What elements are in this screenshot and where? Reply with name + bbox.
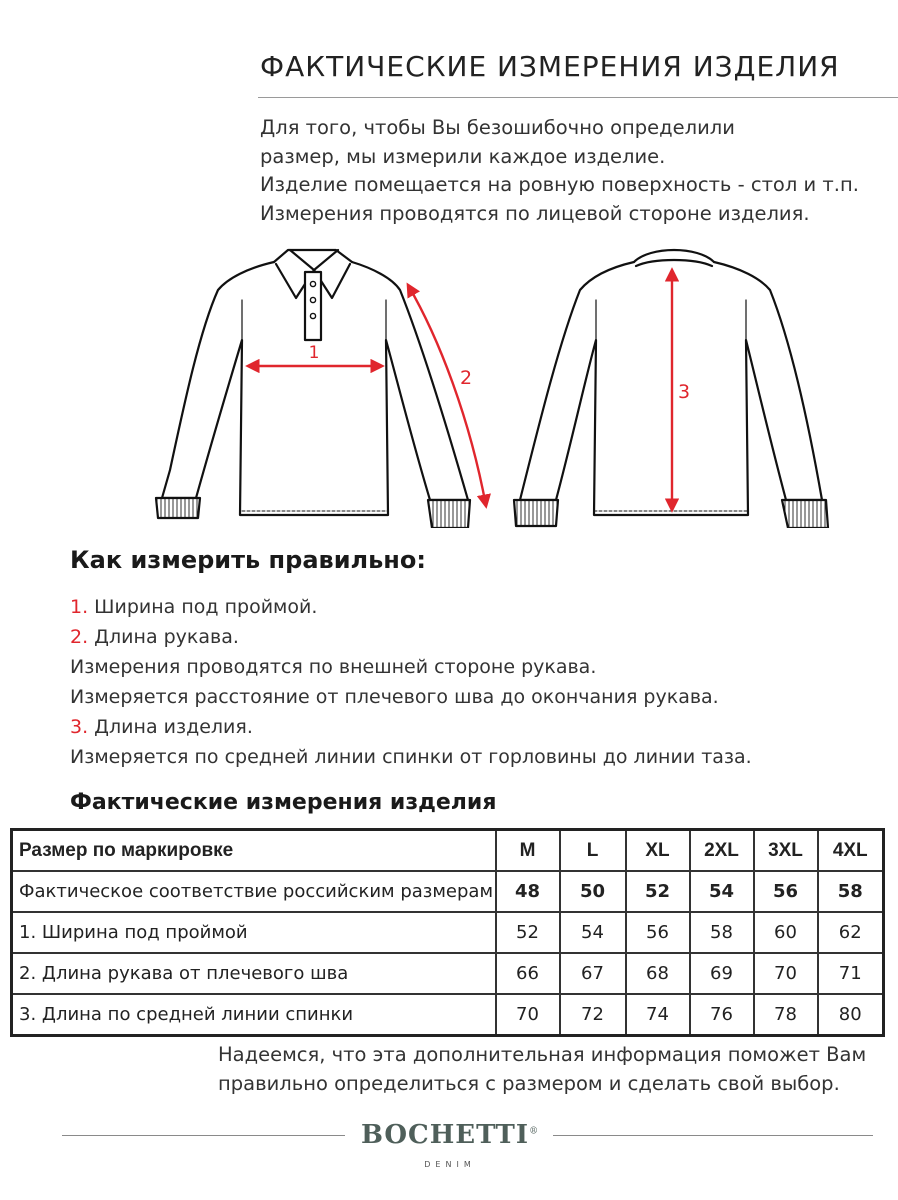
value-cell: 58 [818, 871, 884, 912]
intro-line: Для того, чтобы Вы безошибочно определили [260, 116, 735, 139]
value-cell: 80 [818, 994, 884, 1036]
item-text: Длина изделия. [88, 716, 253, 738]
how-to-item-3 [70, 712, 752, 742]
brand-logo [300, 1120, 600, 1150]
table-header-row [12, 830, 884, 872]
size-cell: 2XL [690, 830, 754, 872]
value-cell: 74 [626, 994, 690, 1036]
size-cell: 3XL [754, 830, 818, 872]
value-cell: 56 [754, 871, 818, 912]
closing-line: Надеемся, что эта дополнительная информация поможет Вам [218, 1043, 867, 1066]
front-shirt-drawing [156, 250, 473, 528]
row-label: 2. Длина рукава от плечевого шва [12, 953, 496, 994]
value-cell: 68 [626, 953, 690, 994]
intro-line: Изделие помещается на ровную поверхность - стол и т.п. [260, 173, 859, 196]
value-cell: 72 [560, 994, 626, 1036]
table-title: Фактические измерения изделия [70, 790, 497, 815]
value-cell: 48 [496, 871, 560, 912]
value-cell: 54 [560, 912, 626, 953]
size-cell: XL [626, 830, 690, 872]
brand-subtitle: DENIM [424, 1160, 476, 1169]
table-row [12, 871, 884, 912]
how-to-note: Измерения проводятся по внешней стороне рукава. [70, 656, 597, 678]
how-to-title: Как измерить правильно: [70, 546, 426, 574]
how-to-item-1 [70, 592, 752, 622]
row-label: 1. Ширина под проймой [12, 912, 496, 953]
value-cell: 52 [626, 871, 690, 912]
arrow-sleeve [408, 285, 486, 506]
arrow-label-3: 3 [677, 381, 691, 403]
item-number: 2. [70, 626, 89, 648]
value-cell: 69 [690, 953, 754, 994]
closing-line: правильно определиться с размером и сделать свой выбор. [218, 1072, 840, 1095]
value-cell: 54 [690, 871, 754, 912]
how-to-list [70, 592, 752, 772]
value-cell: 62 [818, 912, 884, 953]
item-number: 3. [70, 716, 89, 738]
value-cell: 52 [496, 912, 560, 953]
value-cell: 58 [690, 912, 754, 953]
value-cell: 76 [690, 994, 754, 1036]
registered-mark: ® [529, 1126, 540, 1137]
table-row [12, 953, 884, 994]
how-to-note: Измеряется по средней линии спинки от горловины до линии таза. [70, 746, 752, 768]
logo-divider-right [553, 1135, 873, 1136]
how-to-item-2 [70, 622, 752, 652]
intro-line: Измерения проводятся по лицевой стороне изделия. [260, 201, 810, 225]
polo-measurement-diagram [150, 238, 850, 528]
table-row [12, 994, 884, 1036]
how-to-note: Измеряется расстояние от плечевого шва до окончания рукава. [70, 686, 719, 708]
item-text: Длина рукава. [88, 626, 239, 648]
value-cell: 70 [496, 994, 560, 1036]
row-label: 3. Длина по средней линии спинки [12, 994, 496, 1036]
value-cell: 66 [496, 953, 560, 994]
title-divider [258, 97, 898, 98]
value-cell: 78 [754, 994, 818, 1036]
size-cell: L [560, 830, 626, 872]
table-row [12, 912, 884, 953]
size-cell: M [496, 830, 560, 872]
value-cell: 56 [626, 912, 690, 953]
size-table [10, 828, 885, 1037]
brand-name: BOCHETTI [360, 1120, 530, 1150]
item-text: Ширина под проймой. [88, 596, 318, 618]
arrow-label-2: 2 [459, 367, 473, 389]
page-title: ФАКТИЧЕСКИЕ ИЗМЕРЕНИЯ ИЗДЕЛИЯ [260, 50, 840, 83]
item-number: 1. [70, 596, 89, 618]
arrow-label-1: 1 [308, 343, 320, 363]
intro-line: размер, мы измерили каждое изделие. [260, 144, 666, 168]
value-cell: 60 [754, 912, 818, 953]
value-cell: 70 [754, 953, 818, 994]
header-label: Размер по маркировке [12, 830, 496, 872]
value-cell: 71 [818, 953, 884, 994]
closing-text [218, 1040, 866, 1098]
intro-text [260, 114, 859, 228]
size-cell: 4XL [818, 830, 884, 872]
value-cell: 67 [560, 953, 626, 994]
value-cell: 50 [560, 871, 626, 912]
row-label: Фактическое соответствие российским размерам [12, 871, 496, 912]
